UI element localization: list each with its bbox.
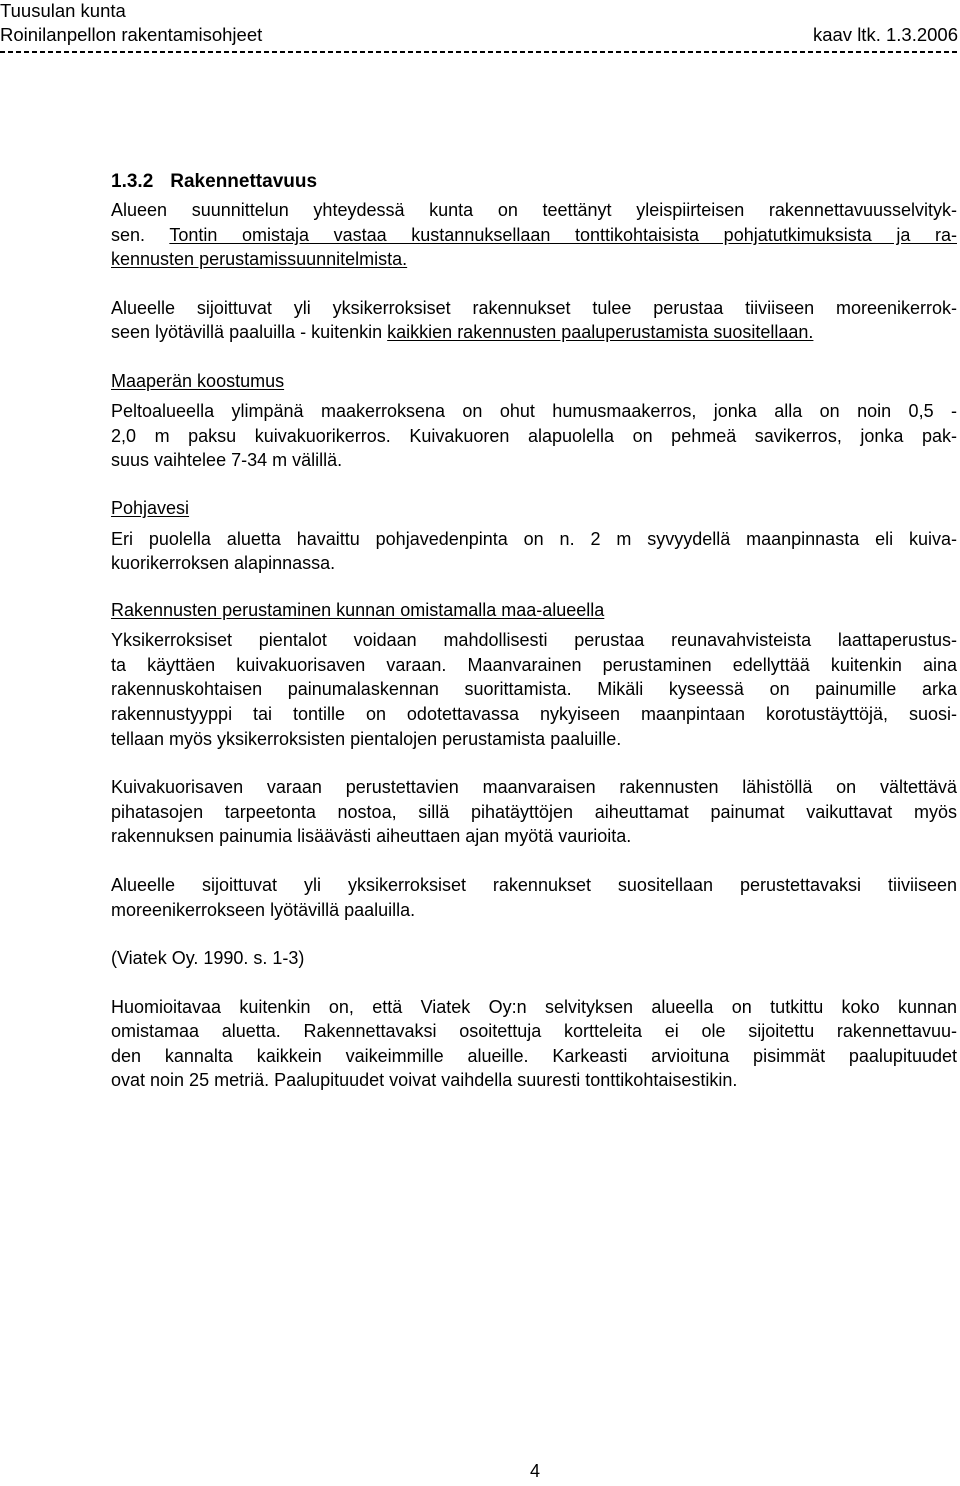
perustaminen-line-4: rakennustyyppi tai tontille on odotettavassa nykyiseen maanpintaan korotustäyttöjä, suosi- — [111, 704, 957, 724]
huomio-line-4: ovat noin 25 metriä. Paalupituudet voivat vaihdella suuresti tonttikohtaisestikin. — [111, 1070, 738, 1090]
p2-line-2 — [111, 320, 813, 344]
p2-line-2-start: seen lyötävillä paaluilla - kuitenkin — [111, 322, 388, 342]
section-heading — [111, 170, 317, 194]
p1-line-2-underlined: Tontin omistaja vastaa kustannuksellaan tonttikohtaisista pohjatutkimuksista ja ra- — [169, 225, 957, 245]
header-divider — [0, 51, 960, 53]
kuivakuori-line-3: rakennuksen painumia lisäävästi aiheuttaen ajan myötä vaurioita. — [111, 826, 632, 846]
header-municipality: Tuusulan kunta — [0, 0, 126, 21]
header-doc-date: kaav ltk. 1.3.2006 — [812, 24, 958, 45]
maapera-heading: Maaperän koostumus — [111, 371, 285, 391]
p1-line-2 — [111, 223, 957, 247]
maapera-line-1: Peltoalueella ylimpänä maakerroksena on ohut humusmaakerros, jonka alla on noin 0,5 - — [111, 401, 957, 421]
section-title: Rakennettavuus — [170, 171, 318, 192]
p1-line-2-start: sen. — [111, 225, 170, 245]
header-doc-title: Roinilanpellon rakentamisohjeet — [0, 24, 263, 45]
perustaminen-line-2: ta käyttäen kuivakuorisaven varaan. Maanvarainen perustaminen edellyttää kuitenkin aina — [111, 655, 957, 675]
p1-line-1: Alueen suunnittelun yhteydessä kunta on teettänyt yleispiirteisen rakennettavuusselvityk- — [111, 200, 957, 220]
pohjavesi-line-2: kuorikerroksen alapinnassa. — [111, 553, 336, 573]
citation: (Viatek Oy. 1990. s. 1-3) — [111, 948, 305, 968]
huomio-line-3: den kannalta kaikkein vaikeimmille alueille. Karkeasti arvioituna pisimmät paalupituudet — [111, 1046, 957, 1066]
huomio-line-1: Huomioitavaa kuitenkin on, että Viatek Oy:n selvityksen alueella on tutkittu koko kunnan — [111, 997, 957, 1017]
kuivakuori-line-1: Kuivakuorisaven varaan perustettavien maanvaraisen rakennusten lähistöllä on vältettävä — [111, 777, 957, 797]
perustaminen-heading: Rakennusten perustaminen kunnan omistamalla maa-alueella — [111, 600, 605, 620]
p1-line-3: kennusten perustamissuunnitelmista. — [111, 249, 408, 269]
suositus-line-2: moreenikerrokseen lyötävillä paaluilla. — [111, 900, 416, 920]
p2-line-1: Alueelle sijoittuvat yli yksikerroksiset rakennukset tulee perustaa tiiviiseen moreenikerrok- — [111, 298, 957, 318]
page-number: 4 — [530, 1461, 541, 1481]
perustaminen-line-5: tellaan myös yksikerroksisten pientalojen perustamista paaluille. — [111, 729, 622, 749]
suositus-line-1: Alueelle sijoittuvat yli yksikerroksiset rakennukset suositellaan perustettavaksi tiiviiseen — [111, 875, 957, 895]
pohjavesi-line-1: Eri puolella aluetta havaittu pohjavedenpinta on n. 2 m syvyydellä maanpinnasta eli kuiva- — [111, 529, 957, 549]
kuivakuori-line-2: pihatasojen tarpeetonta nostoa, sillä pihatäyttöjen aiheuttamat painumat vaikuttavat myös — [111, 802, 957, 822]
section-number: 1.3.2 — [111, 171, 154, 192]
p2-line-2-underlined: kaikkien rakennusten paaluperustamista suositellaan. — [387, 322, 814, 342]
pohjavesi-heading: Pohjavesi — [111, 498, 190, 518]
maapera-line-2: 2,0 m paksu kuivakuorikerros. Kuivakuoren alapuolella on pehmeä savikerros, jonka pak- — [111, 426, 957, 446]
huomio-line-2: omistamaa aluetta. Rakennettavaksi osoitettuja kortteleita ei ole sijoitettu rakennettavuu- — [111, 1021, 957, 1041]
perustaminen-line-1: Yksikerroksiset pientalot voidaan mahdollisesti perustaa reunavahvisteista laattaperustus- — [111, 630, 957, 650]
perustaminen-line-3: rakennuskohtaisen painumalaskennan suorittamista. Mikäli kyseessä on painumille arka — [111, 679, 957, 699]
maapera-line-3: suus vaihtelee 7-34 m välillä. — [111, 450, 343, 470]
